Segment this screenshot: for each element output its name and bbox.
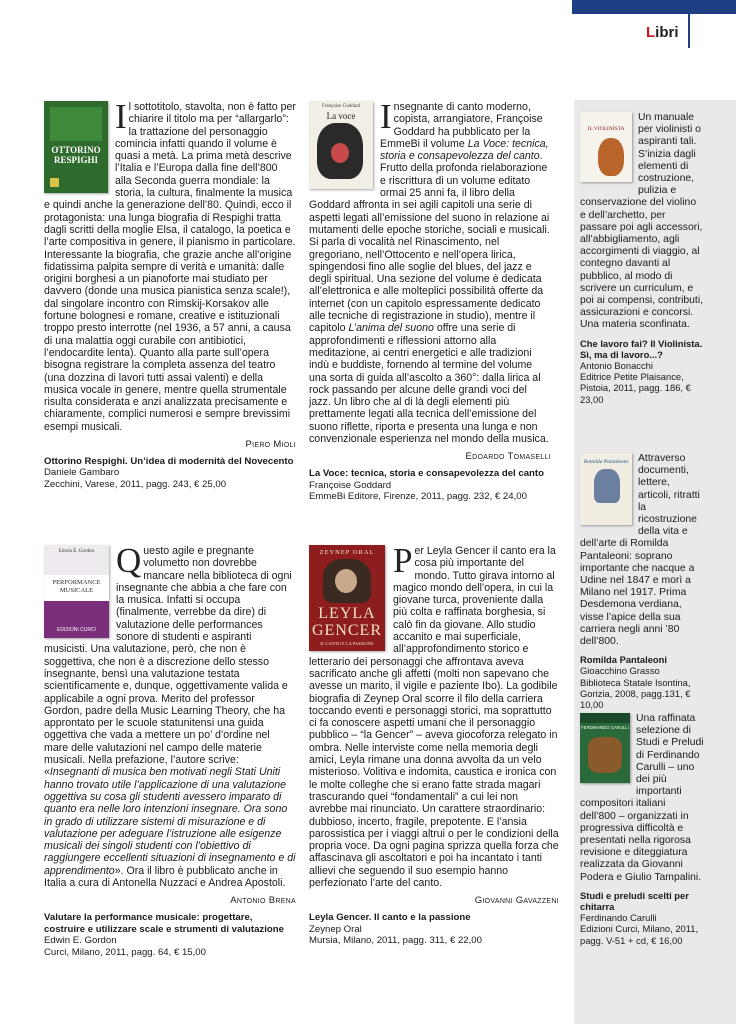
- book-author: Ferdinando Carulli: [580, 912, 657, 924]
- book-publisher: Curci, Milano, 2011, pagg. 64, € 15,00: [44, 946, 206, 958]
- sidebar-body: Una raffinata selezione di Studi e Preludi di Ferdinando Carulli – uno dei più importanti compositori italiani dell’800 – organizzati in progressiva difficoltà e presentati nella rigorosa revisione e diteggiatura realizzata da Giovanni Podera e Giulio Tampalini.: [580, 713, 704, 883]
- book-title: Valutare la performance musicale: progettare, costruire e utilizzare scale e strumenti di valutazione: [44, 912, 284, 935]
- book-publisher: Biblioteca Statale Isontina, Gorizia, 2008, pagg.131, € 10,00: [580, 676, 691, 711]
- sidebar-romilda: [580, 453, 704, 710]
- drop-cap: P: [393, 541, 413, 580]
- drop-cap: Q: [116, 541, 142, 580]
- book-info: [580, 890, 704, 946]
- book-info: [309, 468, 551, 502]
- book-cover-la-voce: [309, 101, 373, 189]
- book-title: La Voce: tecnica, storia e consapevolezza del canto: [309, 468, 544, 480]
- drop-cap: I: [380, 97, 392, 136]
- book-title: Studi e preludi scelti per chitarra: [580, 889, 689, 913]
- cover-title-line2: GENCER: [312, 622, 382, 639]
- section-tab: [640, 14, 690, 48]
- book-title: Ottorino Respighi. Un’idea di modernità del Novecento: [44, 456, 294, 468]
- cover-author: Edwin E. Gordon: [58, 549, 95, 554]
- book-author: Gioacchino Grasso: [580, 665, 660, 677]
- book-cover-romilda: [580, 453, 632, 525]
- cover-title: PERFORMANCE MUSICALE: [52, 579, 101, 594]
- cover-title: Romilda Pantaleoni: [583, 459, 629, 465]
- book-info: [44, 912, 296, 958]
- book-info: [580, 338, 704, 405]
- sidebar-carulli: [580, 713, 704, 946]
- book-author: Antonio Bonacchi: [580, 360, 653, 372]
- book-author: Zeynep Oral: [309, 923, 362, 935]
- cover-title: IL VIOLINISTA: [587, 126, 625, 132]
- book-cover-leyla: [309, 545, 385, 651]
- review-leyla-gencer: [309, 541, 559, 947]
- cover-author: ZEYNEP ORAL: [319, 549, 375, 556]
- book-author: Edwin E. Gordon: [44, 935, 117, 947]
- sidebar-body: Un manuale per violinisti o aspiranti tali. S’inizia dagli elementi di costruzione, pulizia e conservazione del violino e dell’archetto, per passare poi agli accessori, all’abbigliamento, agli accorgimenti di viaggio, al contegno davanti al pubblico, al modo di scrivere un curriculum, e poi ai compensi, contributi, assicurazioni e concorsi. Una materia sconfinata.: [580, 112, 704, 331]
- cover-author: Françoise Goddard: [321, 104, 361, 109]
- review-la-voce: [309, 97, 551, 503]
- review-body: Per Leyla Gencer il canto era la cosa più importante del mondo. Tutto girava intorno al magico mondo dell’opera, in cui la giovane turca, proveniente dalla più colta e raffinata borghesia, si calò fin da giovane. Allo studio accanito e mai superficiale, all’approfondimento storico e letterario dei personaggi che affrontava aveva sacrificato anche gli affetti (molti non sapevano che avesse un marito, il vigile e paziente Ibo). La godibile biografia di Zeynep Oral scorre il filo della carriera toccando eventi e personaggi storici, ma soprattutto ci fa conoscere aspetti umani che il personaggio pubblico – “la Gencer” – aveva giocoforza relegato in ombra. Nelle interviste come nella memoria degli amici, Leyla rimane una donna avvolta da un velo misterioso. Volitiva e indomita, caustica e ironica con le molte colleghe che si erano fatte strada magari trascurando quei “fondamentali” a cui lei non avrebbe mai rinunciato. Un carattere straordinario: dubbioso, incerto, fragile, prepotente. E l’ansia parossistica per i viaggi altrui o per le condizioni della propria voce. Da ogni pagina sprizza quella forza che affascinava gli ascoltatori e poi ha incantato i tanti allievi che seguendo il suo esempio hanno perfezionato l’arte del canto.: [309, 541, 559, 890]
- book-cover-performance: [44, 545, 109, 638]
- cover-subtitle: IL CANTO E LA PASSIONE: [320, 641, 374, 646]
- sidebar-body: Attraverso documenti, lettere, articoli, ritratti la ricostruzione della vita e dell’arte di Romilda Pantaleoni: soprano importante che nacque a Udine nel 1847 e morì a Milano nel 1917. Prima Desdemona verdiana, visse l’apice della sua carriera negli anni ’80 dell’800.: [580, 453, 700, 648]
- review-body: Insegnante di canto moderno, copista, arrangiatore, Françoise Goddard ha pubblicato per la EmmeBi il volume La Voce: tecnica, storia e consapevolezza del canto. Frutto della profonda rielaborazione e riscrittura di un volume editato ormai 25 anni fa, il libro della Goddard affronta in sei agili capitoli una serie di aspetti legati all’emissione del suono in relazione ai mutamenti delle epoche storiche, sociali e musicali. Si parla di vocalità nel Rinascimento, nel gregoriano, nell’Ottocento e nell’opera lirica, spingendosi fino alle soglie del blues, del jazz e degli spiritual. Una sezione del volume è dedicata all’elettronica e alle molteplici possibilità offerte da internet (con un capitolo espressamente dedicato alle tecniche di registrazione in studio), mentre il capitolo L’anima del suono offre una serie di approfondimenti e riflessioni attorno alla meditazione, ai centri energetici e alle tradizioni indù e buddiste, fornendo al termine del volume una sorta di guida all’ascolto a 360°: dalla lirica al rock passando per alcune delle grandi voci del jazz. Un libro che al di là degli elementi più prettamente legati alla tecnica dell’emissione del suono riflette, riporta e presenta una lunga e non convenzionale esperienza nel mondo della musica.: [309, 97, 550, 446]
- cover-title: OTTORINO RESPIGHI: [51, 145, 101, 165]
- cover-publisher: EDIZIONI CURCI: [57, 627, 96, 633]
- cover-title: FERDINANDO CARULLI: [581, 725, 629, 730]
- book-publisher: Editrice Petite Plaisance, Pistoia, 2011, pagg. 186, € 23,00: [580, 371, 691, 405]
- book-info: [580, 654, 704, 710]
- book-title: Romilda Pantaleoni: [580, 654, 667, 666]
- book-publisher: Edizioni Curci, Milano, 2011, pagg. V-51 + cd, € 16,00: [580, 923, 699, 946]
- review-author: Antonio Brena: [230, 895, 296, 907]
- review-respighi: [44, 97, 296, 490]
- cover-title: La voce: [326, 111, 356, 121]
- review-performance-musicale: [44, 541, 296, 958]
- book-publisher: Mursia, Milano, 2011, pagg. 311, € 22,00: [309, 935, 482, 947]
- book-title: Leyla Gencer. Il canto e la passione: [309, 912, 471, 924]
- section-title: Libri: [646, 24, 679, 41]
- review-author: Piero Mioli: [245, 439, 296, 451]
- sidebar-violinista: [580, 112, 704, 405]
- review-body: Il sottotitolo, stavolta, non è fatto per chiarire il titolo ma per “allargarlo”: la trattazione del personaggio comincia infatti quando il volume è quasi a metà. La prima metà descrive l’Italia e l’Europa dalla fine dell’800 alla Seconda guerra mondiale: la storia, la cultura, finalmente la musica e quindi anche la generazione dell’80. Quindi, ecco il protagonista: una lunga biografia di Respighi tratta dagli scritti della moglie Elsa, il catalogo, la poetica e l’arte compositiva in genere, il pianismo in particolare. Interessante la biografia, che grazie anche all’origine fidatissima palpita sempre di verità e umanità: dalle origini borghesi a un pianoforte mai studiato per davvero (donde una musica pianistica senza scale!), dal singolare incontro con Rimskij-Korsakov alle fortune bolognesi e romane, creative e istituzionali troppo presto interrotte (nel 1936, a 57 anni, a causa di una malattia oggi curabile con antibiotici, l’endocardite lenta). Quanto alla parte sull’opera bisogna registrare la completa assenza del teatro (una dozzina di lavori tutti assai valenti) e della musica vocale in genere, mentre quella strumentale risulta considerata e anzi analizzata precisamente e chiaramente, complici numerosi e sempre brevissimi esempi musicali.: [44, 97, 296, 433]
- review-body: Questo agile e pregnante volumetto non dovrebbe mancare nella biblioteca di ogni insegnante che abbia a che fare con la musica. Infatti si occupa (finalmente, verrebbe da dire) di valutazione delle performances sonore di studenti e aspiranti musicisti. Una valutazione, però, che non è soggettiva, che non è a discrezione dello stesso insegnante, bensì una valutazione testata scientificamente e, dunque, oggettivamente valida e applicabile a ogni prova. Merito del professor Gordon, padre della Music Learning Theory, che ha approntato per le scuole statunitensi una guida oggettiva che vada a mettere un po’ d’ordine nel mare delle valutazioni nel campo delle materie musicali. Nella prefazione, l’autore scrive: «Insegnanti di musica ben motivati negli Stati Uniti hanno trovato utile l’applicazione di una valutazione oggettiva su cosa gli studenti avessero imparato di quanto era nelle loro intenzioni insegnare. Ora sono in grado di utilizzare sistemi di misurazione e di valutazione per adeguare l’istruzione alle esigenze musicali dei singoli studenti con l’obiettivo di raggiungere eccellenti situazioni di insegnamento e di apprendimento». Ora il libro è pubblicato anche in Italia a cura di Antonella Nuzzaci e Andrea Apostoli.: [44, 541, 296, 890]
- review-author: Edoardo Tomaselli: [465, 451, 551, 463]
- book-publisher: Zecchini, Varese, 2011, pagg. 243, € 25,00: [44, 478, 227, 490]
- review-author: Giovanni Gavazzeni: [474, 895, 559, 907]
- header-color-bar: [572, 0, 736, 14]
- book-author: Daniele Gambaro: [44, 467, 120, 479]
- book-cover-carulli: [580, 713, 630, 783]
- book-cover-respighi: [44, 101, 108, 193]
- book-author: Françoise Goddard: [309, 479, 392, 491]
- book-title: Che lavoro fai? Il Violinista. Sì, ma di lavoro...?: [580, 337, 703, 360]
- book-info: [44, 456, 296, 490]
- cover-title-line1: LEYLA: [318, 605, 376, 622]
- drop-cap: I: [115, 97, 127, 136]
- book-publisher: EmmeBi Editore, Firenze, 2011, pagg. 232, € 24,00: [309, 491, 527, 503]
- book-info: [309, 912, 559, 946]
- book-cover-violinista: [580, 112, 632, 182]
